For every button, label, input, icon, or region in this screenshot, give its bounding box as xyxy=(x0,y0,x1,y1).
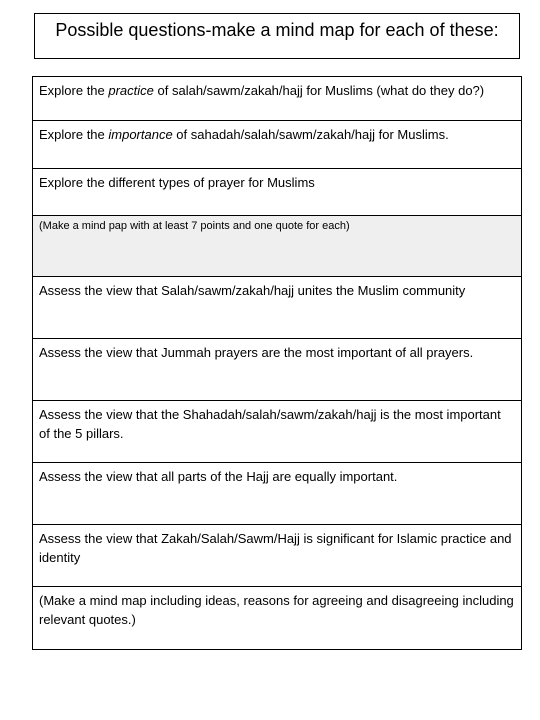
table-row xyxy=(33,216,522,277)
question-jummah: Assess the view that Jummah prayers are the most important of all prayers. xyxy=(33,339,522,401)
table-row xyxy=(33,169,522,216)
table-row xyxy=(33,525,522,587)
question-practice xyxy=(33,77,522,121)
table-row xyxy=(33,339,522,401)
page-title: Possible questions-make a mind map for each of these: xyxy=(55,20,499,40)
table-row xyxy=(33,587,522,650)
question-significance: Assess the view that Zakah/Salah/Sawm/Hajj is significant for Islamic practice and identity xyxy=(33,525,522,587)
table-row xyxy=(33,401,522,463)
question-suffix: of salah/sawm/zakah/hajj for Muslims (what do they do?) xyxy=(153,83,485,98)
table-row xyxy=(33,77,522,121)
table-row xyxy=(33,463,522,525)
question-unites-community: Assess the view that Salah/sawm/zakah/hajj unites the Muslim community xyxy=(33,277,522,339)
question-emphasis: importance xyxy=(108,127,173,142)
question-emphasis: practice xyxy=(108,83,154,98)
question-hajj-parts: Assess the view that all parts of the Hajj are equally important. xyxy=(33,463,522,525)
questions-table xyxy=(32,76,522,650)
instruction-note: (Make a mind pap with at least 7 points and one quote for each) xyxy=(33,216,522,277)
question-prefix: Explore the xyxy=(39,127,109,142)
question-suffix: of sahadah/salah/sawm/zakah/hajj for Muslims. xyxy=(172,127,449,142)
question-most-important-pillar: Assess the view that the Shahadah/salah/sawm/zakah/hajj is the most important of the 5 pillars. xyxy=(33,401,522,463)
table-row xyxy=(33,277,522,339)
table-row xyxy=(33,121,522,169)
instruction-note: (Make a mind map including ideas, reasons for agreeing and disagreeing including relevant quotes.) xyxy=(33,587,522,650)
title-box xyxy=(34,13,520,59)
question-importance xyxy=(33,121,522,169)
question-prefix: Explore the xyxy=(39,83,109,98)
question-prayer-types: Explore the different types of prayer for Muslims xyxy=(33,169,522,216)
